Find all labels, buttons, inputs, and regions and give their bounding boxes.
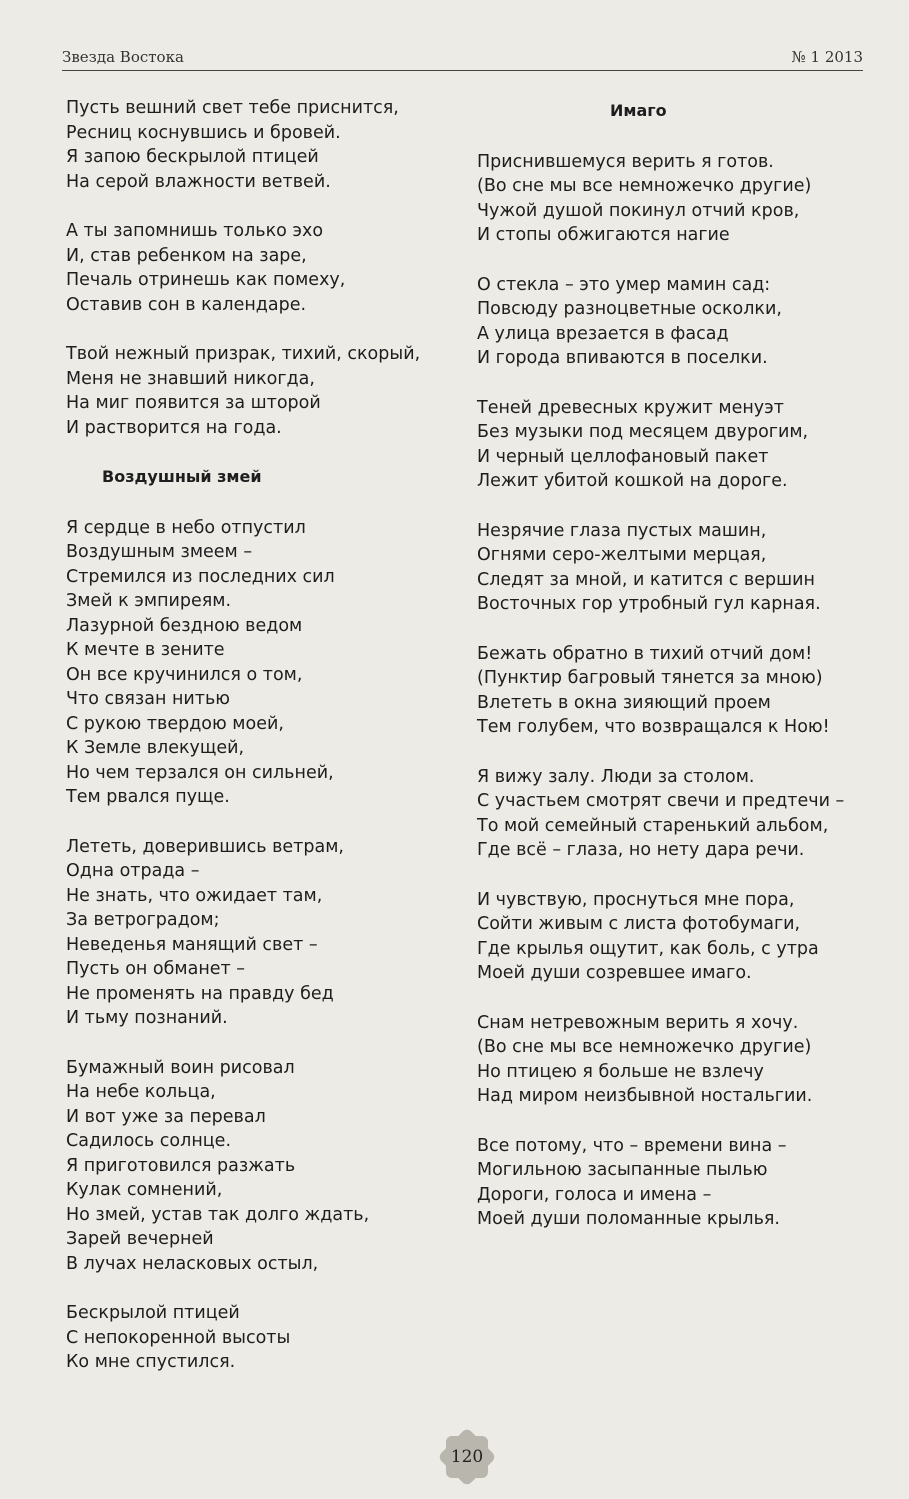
verse-line: С непокоренной высоты (66, 1327, 291, 1348)
poem-title-imago: Имаго (610, 101, 667, 120)
verse-line: Восточных гор утробный гул карная. (477, 594, 821, 614)
verse-line: Теней древесных кружит менуэт (477, 397, 784, 418)
verse-line: Змей к эмпиреям. (66, 591, 232, 611)
verse-line: Над миром неизбывной ностальгии. (477, 1086, 813, 1106)
verse-line: Повсюду разноцветные осколки, (477, 299, 782, 319)
stanza (66, 1056, 456, 1277)
verse-line: Лететь, доверившись ветрам, (66, 836, 344, 857)
stanza (477, 888, 877, 986)
verse-line: На миг появится за шторой (66, 393, 321, 413)
stanza (66, 1301, 456, 1375)
verse-line: За ветроградом; (66, 910, 220, 930)
verse-line: Печаль отринешь как помеху, (66, 270, 346, 290)
stanza (66, 342, 456, 440)
verse-line: А ты запомнишь только эхо (66, 221, 324, 241)
verse-line: Бумажный воин рисовал (66, 1057, 295, 1078)
verse-line: Я сердце в небо отпустил (66, 517, 306, 538)
verse-line: Все потому, что – времени вина – (477, 1135, 787, 1156)
verse-line: Воздушным змеем – (66, 542, 253, 562)
verse-line: Одна отрада – (66, 861, 200, 881)
verse-line: Не променять на правду бед (66, 983, 334, 1004)
verse-line: Приснившемуся верить я готов. (477, 151, 774, 172)
page-number: 120 (450, 1447, 484, 1467)
verse-line: Ресниц коснувшись и бровей. (66, 122, 341, 143)
verse-line: Но змей, устав так долго ждать, (66, 1204, 370, 1225)
stanza (477, 642, 877, 740)
verse-line: Без музыки под месяцем двурогим, (477, 422, 809, 442)
verse-line: Лежит убитой кошкой на дороге. (477, 471, 788, 491)
verse-line: И растворится на года. (66, 417, 282, 438)
verse-line: Где крылья ощутит, как боль, с утра (477, 938, 819, 959)
left-column (66, 96, 456, 1400)
verse-line: С участьем смотрят свечи и предтечи – (477, 791, 845, 811)
verse-line: Но птицею я больше не взлечу (477, 1061, 764, 1082)
verse-line: К мечте в зените (66, 640, 225, 660)
issue-number: № 1 2013 (791, 48, 863, 66)
stanza (477, 150, 877, 248)
running-header (62, 44, 863, 71)
right-column (477, 96, 877, 1257)
verse-line: Что связан нитью (66, 689, 231, 709)
stanza (477, 1134, 877, 1232)
verse-line: (Пунктир багровый тянется за мною) (477, 668, 823, 688)
verse-line: И города впиваются в поселки. (477, 348, 768, 368)
verse-line: Меня не знавший никогда, (66, 368, 315, 389)
journal-name: Звезда Востока (62, 48, 184, 66)
verse-line: С рукою твердою моей, (66, 713, 284, 734)
verse-line: Сойти живым с листа фотобумаги, (477, 914, 801, 934)
stanza (477, 1011, 877, 1109)
verse-line: На небе кольца, (66, 1082, 216, 1102)
verse-line: Чужой душой покинул отчий кров, (477, 200, 800, 221)
stanza (477, 765, 877, 863)
verse-line: А улица врезается в фасад (477, 323, 729, 344)
verse-line: То мой семейный старенький альбом, (477, 815, 829, 836)
verse-line: Следят за мной, и катится с вершин (477, 569, 815, 590)
verse-line: Неведенья манящий свет – (66, 934, 318, 955)
verse-line: Незрячие глаза пустых машин, (477, 520, 767, 541)
verse-line: Зарей вечерней (66, 1229, 214, 1249)
verse-line: О стекла – это умер мамин сад: (477, 274, 771, 295)
stanza (477, 519, 877, 617)
verse-line: Я вижу залу. Люди за столом. (477, 766, 755, 787)
stanza (477, 396, 877, 494)
verse-line: И черный целлофановый пакет (477, 446, 769, 467)
stanza (477, 273, 877, 371)
verse-line: Моей души поломанные крылья. (477, 1209, 780, 1229)
verse-line: (Во сне мы все немножечко другие) (477, 176, 812, 196)
verse-line: Но чем терзался он сильней, (66, 762, 334, 783)
verse-line: Где всё – глаза, но нету дара речи. (477, 840, 805, 860)
verse-line: Он все кручинился о том, (66, 664, 303, 685)
page-number-badge (441, 1432, 493, 1482)
verse-line: Бескрылой птицей (66, 1303, 240, 1323)
verse-line: И, став ребенком на заре, (66, 245, 307, 266)
verse-line: Садилось солнце. (66, 1131, 232, 1151)
verse-line: Влететь в окна зияющий проем (477, 692, 771, 713)
verse-line: И чувствую, проснуться мне пора, (477, 889, 795, 910)
verse-line: Пусть он обманет – (66, 959, 246, 979)
verse-line: Тем рвался пуще. (66, 787, 230, 807)
verse-line: Могильною засыпанные пылью (477, 1160, 768, 1180)
poem-title-vozdushny-zmei: Воздушный змей (102, 467, 262, 486)
verse-line: Лазурной бездною ведом (66, 615, 303, 636)
poem-untitled (66, 96, 456, 440)
poem-vozdushny-zmei (66, 516, 456, 1375)
verse-line: Твой нежный призрак, тихий, скорый, (66, 344, 421, 364)
verse-line: Тем голубем, что возвращался к Ною! (477, 717, 830, 737)
verse-line: (Во сне мы все немножечко другие) (477, 1037, 812, 1057)
verse-line: Снам нетревожным верить я хочу. (477, 1012, 799, 1033)
verse-line: В лучах неласковых остыл, (66, 1253, 319, 1274)
verse-line: Дороги, голоса и имена – (477, 1184, 712, 1205)
verse-line: Ко мне спустился. (66, 1352, 236, 1372)
stanza (66, 219, 456, 317)
verse-line: Стремился из последних сил (66, 566, 335, 587)
verse-line: Пусть вешний свет тебе приснится, (66, 98, 399, 118)
verse-line: Моей души созревшее имаго. (477, 963, 752, 983)
verse-line: Оставив сон в календаре. (66, 294, 307, 315)
verse-line: Я приготовился разжать (66, 1155, 296, 1176)
verse-line: Я запою бескрылой птицей (66, 147, 319, 167)
verse-line: Кулак сомнений, (66, 1180, 223, 1200)
verse-line: Огнями серо-желтыми мерцая, (477, 545, 767, 565)
verse-line: И вот уже за перевал (66, 1106, 266, 1127)
stanza (66, 96, 456, 194)
stanza (66, 516, 456, 810)
stanza (66, 835, 456, 1031)
verse-line: И тьму познаний. (66, 1008, 228, 1028)
verse-line: И стопы обжигаются нагие (477, 225, 730, 245)
verse-line: К Земле влекущей, (66, 738, 245, 758)
verse-line: Не знать, что ожидает там, (66, 885, 323, 906)
poem-imago (477, 150, 877, 1232)
verse-line: На серой влажности ветвей. (66, 171, 331, 192)
verse-line: Бежать обратно в тихий отчий дом! (477, 643, 813, 664)
